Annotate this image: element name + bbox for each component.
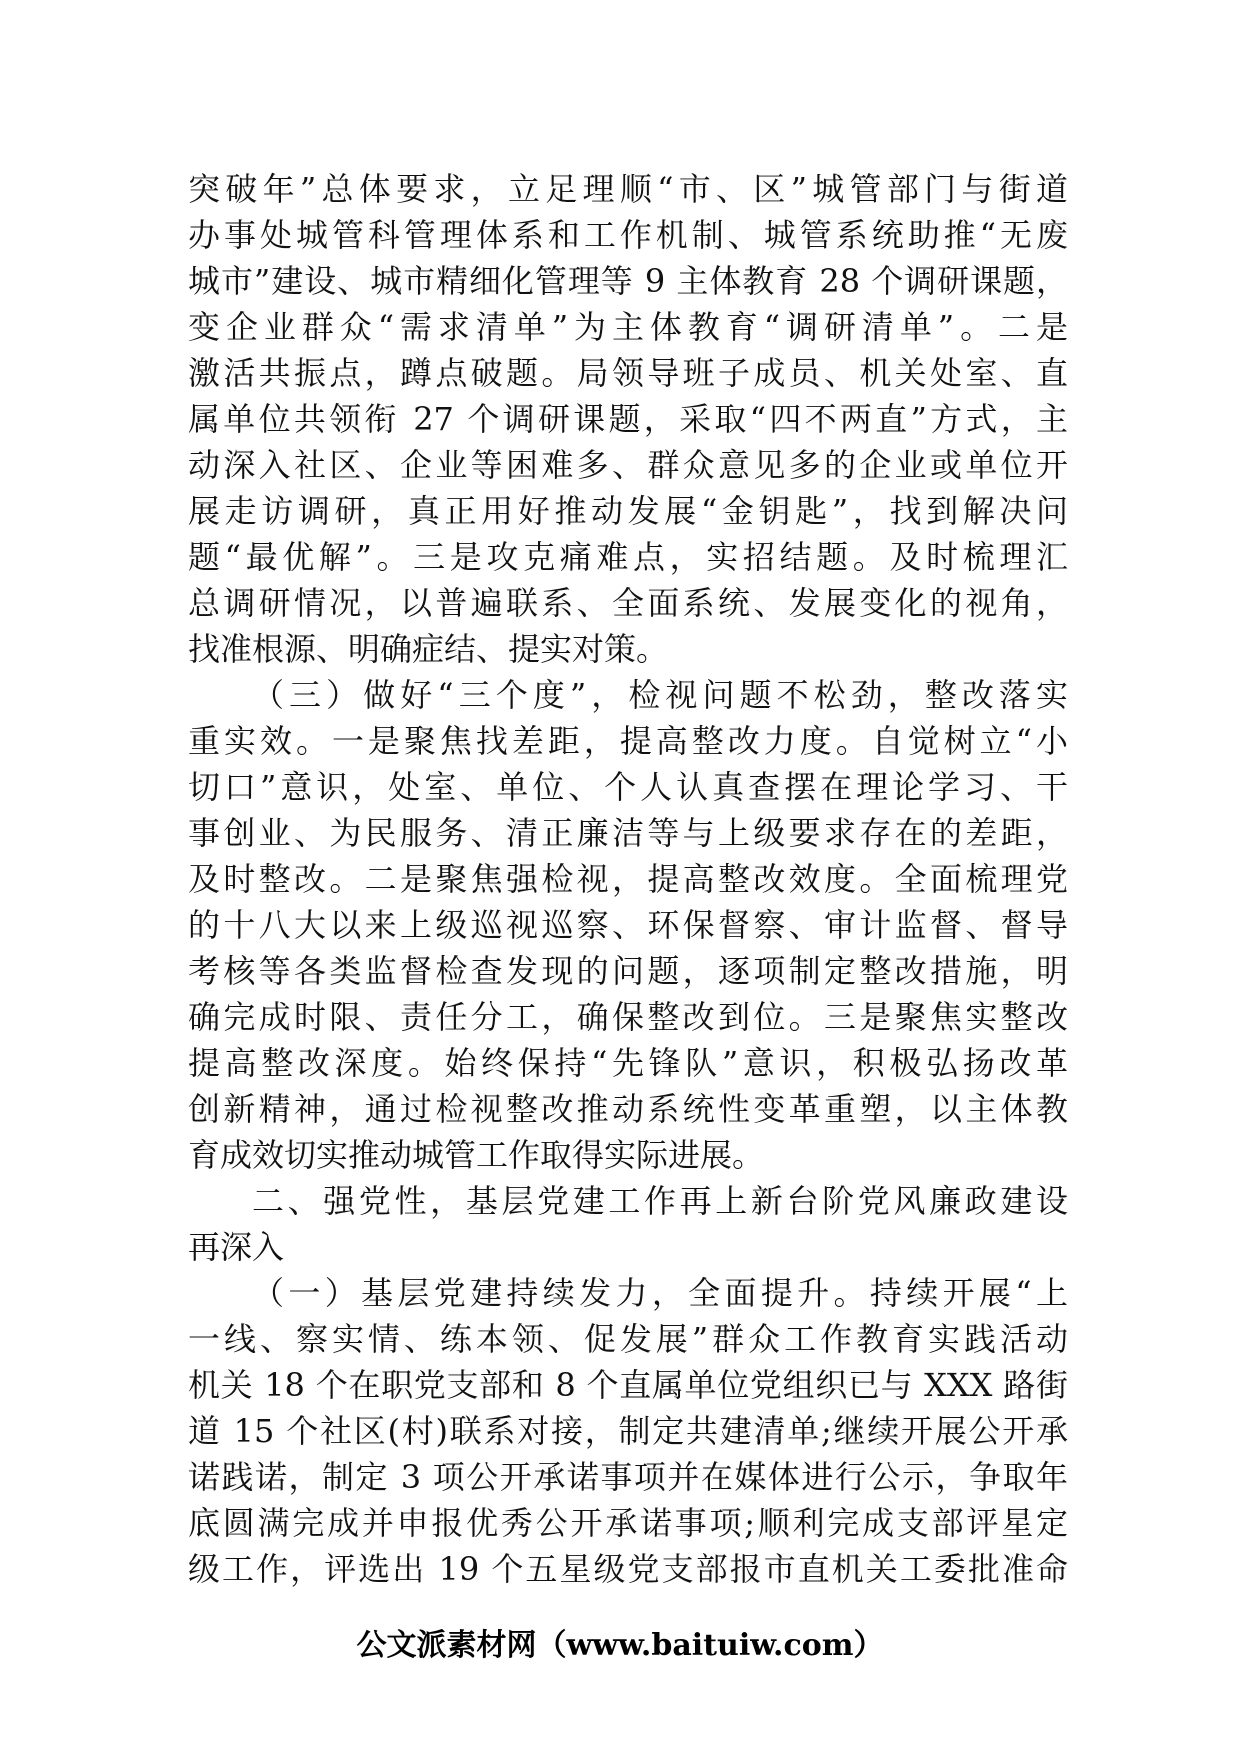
text-line: 突破年”总体要求，立足理顺“市、区”城管部门与街道: [188, 170, 1068, 208]
text-line: 创新精神，通过检视整改推动系统性变革重塑，以主体教: [188, 1090, 1068, 1128]
text-line: 变企业群众“需求清单”为主体教育“调研清单”。二是: [188, 308, 1068, 346]
text-line: 考核等各类监督检查发现的问题，逐项制定整改措施，明: [188, 952, 1068, 990]
text-line: 及时整改。二是聚焦强检视，提高整改效度。全面梳理党: [188, 860, 1068, 898]
text-line: 确完成时限、责任分工，确保整改到位。三是聚焦实整改: [188, 998, 1068, 1036]
text-line: 诺践诺，制定 3 项公开承诺事项并在媒体进行公示，争取年: [188, 1458, 1068, 1496]
page-footer: 公文派素材网（www.baituiw.com）: [356, 1628, 884, 1663]
text-line: 展走访调研，真正用好推动发展“金钥匙”，找到解决问: [188, 492, 1068, 530]
section-heading-line: 再深入: [188, 1228, 285, 1266]
text-line: 激活共振点，蹲点破题。局领导班子成员、机关处室、直: [188, 354, 1068, 392]
text-line: 育成效切实推动城管工作取得实际进展。: [188, 1136, 765, 1174]
text-line: 属单位共领衔 27 个调研课题，采取“四不两直”方式，主: [188, 400, 1068, 438]
text-line: 切口”意识，处室、单位、个人认真查摆在理论学习、干: [188, 768, 1068, 806]
section-heading-line: 二、强党性，基层党建工作再上新台阶党风廉政建设: [252, 1182, 1068, 1220]
text-line: 总调研情况，以普遍联系、全面系统、发展变化的视角，: [188, 584, 1068, 622]
text-line: 一线、察实情、练本领、促发展”群众工作教育实践活动: [188, 1320, 1068, 1358]
text-line: 事创业、为民服务、清正廉洁等与上级要求存在的差距，: [188, 814, 1068, 852]
text-line: 重实效。一是聚焦找差距，提高整改力度。自觉树立“小: [188, 722, 1068, 760]
text-line: 找准根源、明确症结、提实对策。: [188, 630, 669, 668]
text-line: 级工作，评选出 19 个五星级党支部报市直机关工委批准命: [188, 1550, 1068, 1588]
text-line: 题“最优解”。三是攻克痛难点，实招结题。及时梳理汇: [188, 538, 1068, 576]
text-line: 动深入社区、企业等困难多、群众意见多的企业或单位开: [188, 446, 1068, 484]
text-line: 的十八大以来上级巡视巡察、环保督察、审计监督、督导: [188, 906, 1068, 944]
text-line: 提高整改深度。始终保持“先锋队”意识，积极弘扬改革: [188, 1044, 1068, 1082]
text-line: 机关 18 个在职党支部和 8 个直属单位党组织已与 XXX 路街: [188, 1366, 1068, 1404]
paragraph-heading-line: （三）做好“三个度”，检视问题不松劲，整改落实: [252, 676, 1068, 714]
document-body: [188, 166, 1068, 1592]
text-line: 城市”建设、城市精细化管理等 9 主体教育 28 个调研课题，: [188, 262, 1068, 300]
text-line: 道 15 个社区(村)联系对接，制定共建清单;继续开展公开承: [188, 1412, 1068, 1450]
paragraph-heading-line: （一）基层党建持续发力，全面提升。持续开展“上: [252, 1274, 1068, 1312]
text-line: 底圆满完成并申报优秀公开承诺事项;顺利完成支部评星定: [188, 1504, 1068, 1542]
text-line: 办事处城管科管理体系和工作机制、城管系统助推“无废: [188, 216, 1068, 254]
